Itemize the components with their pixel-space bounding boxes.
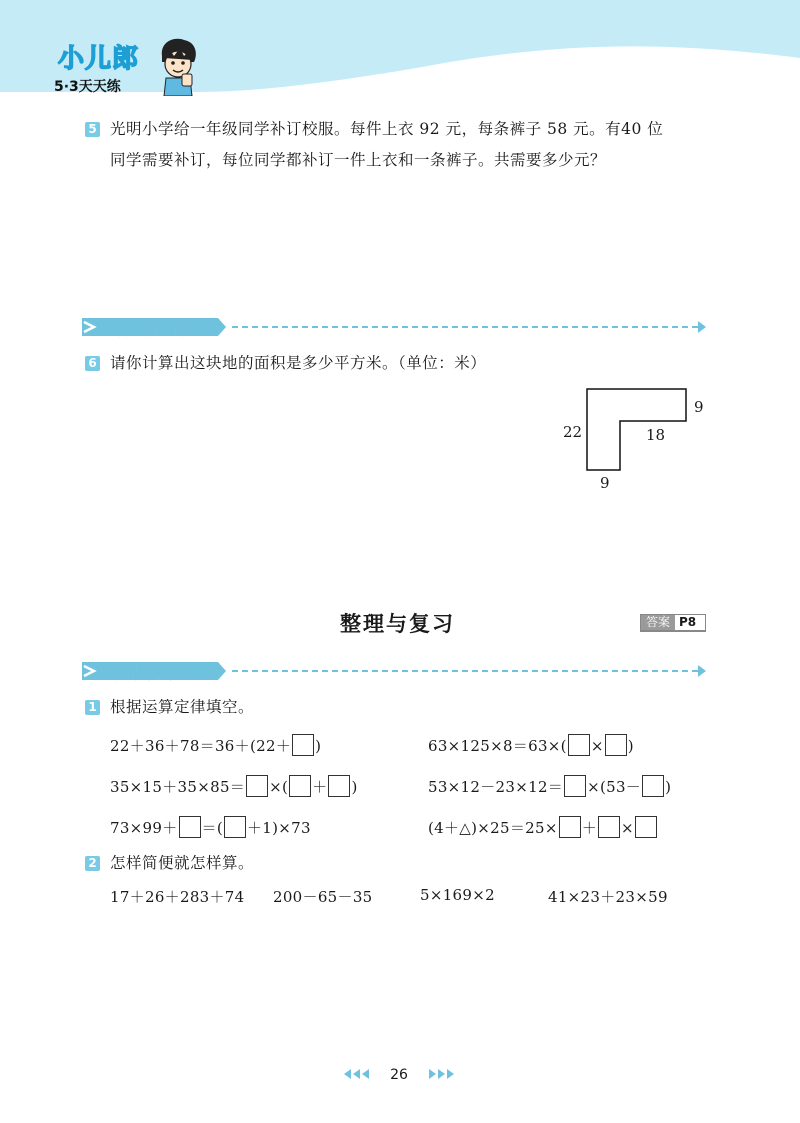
answer-underline <box>640 631 706 632</box>
question-2-text: 怎样简便就怎样算。 <box>110 854 255 872</box>
question-1-text: 根据运算定律填空。 <box>110 698 255 716</box>
answer-box[interactable] <box>292 734 314 756</box>
question-number-1: 1 <box>85 700 100 715</box>
answer-box[interactable] <box>224 816 246 838</box>
mascot-icon <box>156 36 200 96</box>
question-number-6: 6 <box>85 356 100 371</box>
equation-3b: (4＋△)×25＝25× ＋ × <box>428 817 658 840</box>
calc-item-1: 17＋26＋283＋74 <box>110 888 245 906</box>
section-divider <box>232 670 698 672</box>
dimension-bottom: 9 <box>600 474 610 492</box>
equation-2b: 53×12－23×12＝ ×(53－ ) <box>428 776 671 799</box>
answer-box[interactable] <box>179 816 201 838</box>
question-number-5: 5 <box>85 122 100 137</box>
question-6-text: 请你计算出这块地的面积是多少平方米。（单位：米） <box>110 354 487 372</box>
question-5-line-1: 光明小学给一年级同学补订校服。每件上衣 92 元，每条裤子 58 元。有40 位 <box>110 120 664 138</box>
answer-box[interactable] <box>246 775 268 797</box>
brand-logo: 小儿郎 <box>58 44 140 74</box>
answer-reference[interactable] <box>640 614 706 631</box>
calc-item-4: 41×23＋23×59 <box>548 888 668 906</box>
prev-arrow-icon <box>362 1069 369 1079</box>
answer-label: 答案 <box>641 615 675 630</box>
answer-box[interactable] <box>598 816 620 838</box>
brand-subtitle: 5·3天天练 <box>54 79 121 95</box>
equation-2a: 35×15＋35×85＝ ×( ＋ ) <box>110 776 358 799</box>
answer-box[interactable] <box>568 734 590 756</box>
answer-box[interactable] <box>564 775 586 797</box>
dimension-right: 9 <box>694 398 704 416</box>
answer-box[interactable] <box>559 816 581 838</box>
divider-arrow-icon <box>698 665 706 677</box>
divider-arrow-icon <box>698 321 706 333</box>
answer-box[interactable] <box>328 775 350 797</box>
section-title: 整理与复习 <box>340 612 455 636</box>
next-arrow-icon <box>438 1069 445 1079</box>
equation-1b: 63×125×8＝63×( × ) <box>428 735 634 758</box>
answer-box[interactable] <box>635 816 657 838</box>
l-shape-figure <box>586 388 690 472</box>
dimension-inner: 18 <box>646 426 666 444</box>
page-footer <box>334 1064 464 1083</box>
answer-page: P8 <box>679 615 697 629</box>
equation-1a: 22＋36＋78＝36＋(22＋ ) <box>110 735 321 758</box>
next-arrow-icon <box>447 1069 454 1079</box>
answer-box[interactable] <box>605 734 627 756</box>
equation-3a: 73×99＋ ＝( ＋1)×73 <box>110 817 311 840</box>
prev-arrow-icon <box>353 1069 360 1079</box>
dimension-left: 22 <box>563 423 583 441</box>
answer-box[interactable] <box>642 775 664 797</box>
section-divider <box>232 326 698 328</box>
prev-arrow-icon <box>344 1069 351 1079</box>
answer-box[interactable] <box>289 775 311 797</box>
section-tag-wisdom-label: 智慧加油站 <box>116 320 192 338</box>
page-number: 26 <box>390 1067 408 1083</box>
next-arrow-icon <box>429 1069 436 1079</box>
calc-item-3: 5×169×2 <box>420 886 495 904</box>
question-number-2: 2 <box>85 856 100 871</box>
section-tag-practice-label: 知识演练场 <box>116 664 192 682</box>
calc-item-2: 200－65－35 <box>273 888 373 906</box>
question-5-line-2: 同学需要补订，每位同学都补订一件上衣和一条裤子。共需要多少元？ <box>110 151 607 169</box>
